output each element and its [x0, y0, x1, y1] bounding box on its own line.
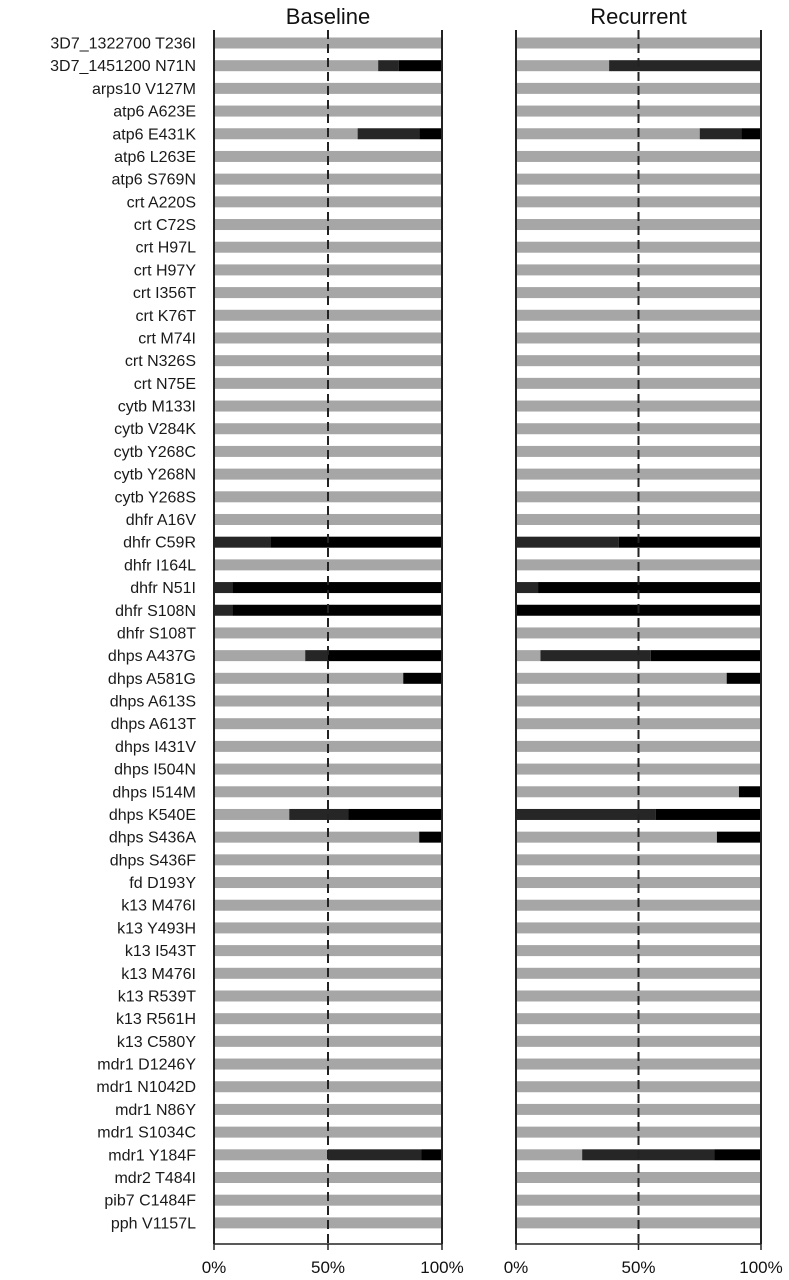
bar-segment [214, 832, 419, 843]
row-label: atp6 A623E [113, 103, 196, 121]
row-label: cytb Y268C [113, 443, 196, 461]
bar-segment [358, 128, 420, 139]
row-label: atp6 E431K [112, 126, 196, 144]
row-label: cytb V284K [114, 421, 196, 439]
row-label: k13 R561H [115, 1011, 196, 1029]
row-label: mdr1 D1246Y [97, 1056, 196, 1074]
x-tick-label: 0% [503, 1258, 529, 1277]
row-label: dhps A613T [110, 716, 196, 734]
bar-segment [214, 1149, 328, 1160]
bar-segment [741, 128, 761, 139]
bar-segment [419, 128, 442, 139]
bar-segment [399, 60, 442, 71]
row-label: crt K76T [135, 307, 196, 325]
x-tick-label: 100% [420, 1258, 464, 1277]
bar-segment [516, 832, 717, 843]
x-tick-label: 0% [201, 1258, 227, 1277]
bar-segment [305, 650, 328, 661]
bar-segment [516, 128, 700, 139]
row-label: pib7 C1484F [104, 1192, 196, 1210]
row-label: 3D7_1451200 N71N [50, 58, 196, 76]
bar-segment [421, 1149, 442, 1160]
bar-segment [516, 809, 656, 820]
bar-segment [582, 1149, 714, 1160]
x-tick-label: 50% [310, 1258, 346, 1277]
row-label: crt A220S [126, 194, 196, 212]
x-tick-label: 50% [621, 1258, 656, 1277]
bar-segment [419, 832, 442, 843]
row-label: dhfr N51I [130, 580, 196, 598]
bar-segment [619, 537, 761, 548]
row-label: crt M74I [138, 330, 196, 348]
bar-segment [214, 809, 289, 820]
bar-segment [289, 809, 348, 820]
row-label: mdr1 N1042D [96, 1079, 196, 1097]
bar-segment [403, 673, 442, 684]
row-label: crt H97L [135, 239, 196, 257]
bar-segment [516, 786, 739, 797]
x-tick-label: 100% [739, 1258, 783, 1277]
row-label: dhfr S108T [116, 625, 196, 643]
bar-segment [516, 1149, 582, 1160]
row-label: dhfr C59R [123, 534, 196, 552]
bar-segment [214, 60, 378, 71]
bar-segment [651, 650, 761, 661]
bar-segment [714, 1149, 761, 1160]
bar-segment [516, 582, 538, 593]
bar-segment [214, 128, 358, 139]
bar-segment [214, 605, 232, 616]
bar-segment [516, 60, 609, 71]
bar-segment [541, 650, 651, 661]
row-label: atp6 S769N [111, 171, 196, 189]
bar-segment [349, 809, 442, 820]
bar-segment [717, 832, 761, 843]
bar-segment [232, 582, 442, 593]
row-label: dhps I504N [114, 761, 196, 779]
row-label: k13 M476I [121, 965, 196, 983]
row-label: crt H97Y [133, 262, 196, 280]
bar-segment [214, 582, 232, 593]
row-label: dhfr I164L [123, 557, 196, 575]
row-label: pph V1157L [110, 1215, 196, 1233]
row-label: dhps I514M [112, 784, 196, 802]
bar-segment [656, 809, 761, 820]
row-label: k13 C580Y [116, 1033, 196, 1051]
bar-segment [328, 650, 442, 661]
bar-segment [378, 60, 399, 71]
row-label: dhps S436A [108, 829, 196, 847]
row-label: crt N75E [133, 375, 196, 393]
bar-segment [271, 537, 442, 548]
row-label: cytb Y268S [114, 489, 196, 507]
bar-segment [727, 673, 761, 684]
panel-title: Baseline [285, 4, 371, 29]
row-label: atp6 L263E [114, 148, 196, 166]
row-label: cytb Y268N [113, 466, 196, 484]
panel-title: Recurrent [590, 4, 687, 29]
row-label: mdr1 N86Y [115, 1101, 196, 1119]
row-label: dhps S436F [109, 852, 196, 870]
row-label: dhfr S108N [115, 602, 196, 620]
row-label: crt N326S [124, 353, 196, 371]
bar-segment [232, 605, 442, 616]
row-label: k13 M476I [121, 897, 196, 915]
row-label: mdr2 T484I [114, 1170, 196, 1187]
bar-segment [516, 650, 541, 661]
row-label: dhps A581G [107, 670, 196, 688]
row-label: k13 Y493H [117, 920, 196, 938]
bar-segment [214, 673, 403, 684]
row-label: dhps A613S [109, 693, 196, 711]
bar-segment [739, 786, 761, 797]
row-label: cytb M133I [117, 398, 196, 416]
bar-segment [516, 537, 619, 548]
row-label: mdr1 S1034C [97, 1124, 196, 1142]
row-label: k13 R539T [117, 988, 196, 1006]
row-label: crt I356T [132, 285, 196, 303]
bar-segment [214, 537, 271, 548]
row-label: dhps K540E [108, 806, 196, 824]
row-label: mdr1 Y184F [108, 1147, 196, 1165]
bar-segment [214, 650, 305, 661]
row-label: dhps I431V [115, 738, 196, 756]
row-label: fd D193Y [129, 875, 196, 893]
bar-segment [328, 1149, 421, 1160]
row-label: dhps A437G [107, 648, 196, 666]
bar-segment [609, 60, 761, 71]
row-label: k13 I543T [124, 943, 196, 961]
row-label: 3D7_1322700 T236I [50, 35, 196, 53]
bar-segment [516, 673, 727, 684]
row-label: dhfr A16V [125, 511, 196, 529]
bar-segment [538, 582, 761, 593]
row-label: crt C72S [133, 217, 196, 235]
bar-segment [700, 128, 742, 139]
row-label: arps10 V127M [91, 80, 196, 98]
